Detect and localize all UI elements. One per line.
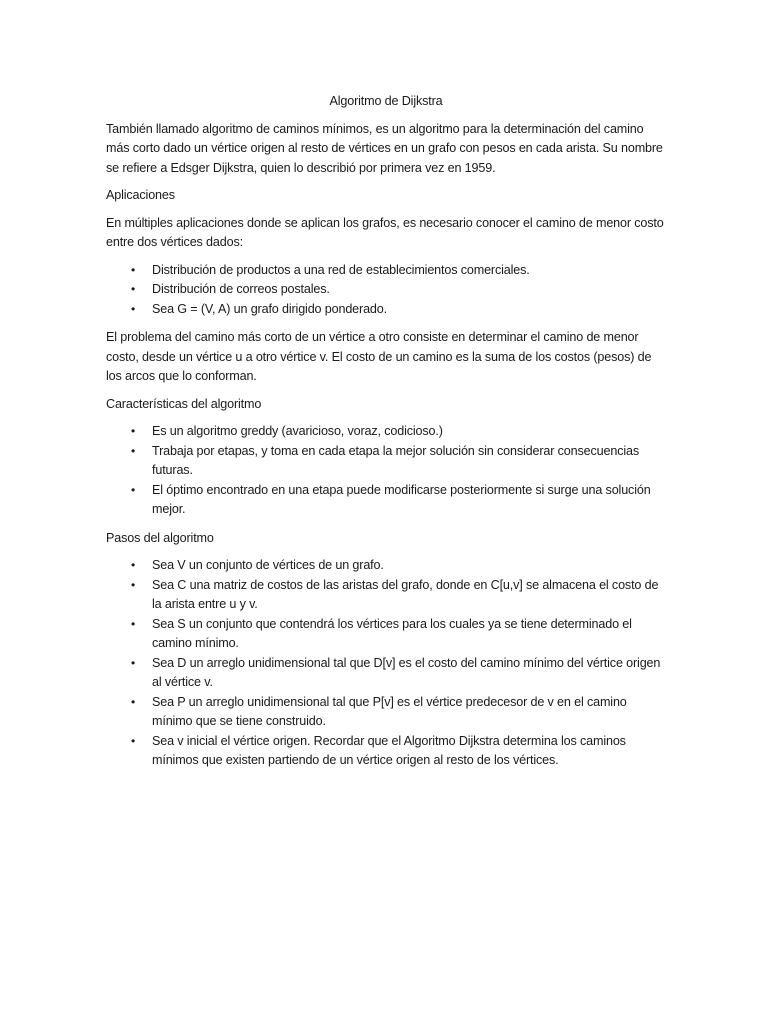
steps-list — [106, 556, 666, 771]
list-item — [106, 654, 666, 693]
list-item — [106, 615, 666, 654]
bullet-icon: • — [131, 558, 136, 572]
applications-list — [106, 261, 666, 320]
bullet-icon: • — [131, 482, 136, 497]
list-item — [106, 422, 666, 442]
list-item — [106, 280, 666, 300]
bullet-icon: • — [131, 694, 136, 709]
bullet-icon: • — [131, 282, 136, 296]
steps-heading: Pasos del algoritmo — [106, 530, 214, 545]
list-item-text: Sea v inicial el vértice origen. Recordar que el Algoritmo Dijkstra determina los caminos mínimos que existen partiendo de un vértice origen al resto de los vértices. — [152, 733, 626, 767]
features-heading: Características del algoritmo — [106, 396, 262, 411]
applications-heading: Aplicaciones — [106, 188, 175, 202]
list-item — [106, 732, 666, 771]
list-item-text: Sea G = (V, A) un grafo dirigido ponderado. — [152, 301, 387, 316]
problem-paragraph: El problema del camino más corto de un vértice a otro consiste en determinar el camino de menor costo, desde un vértice u a otro vértice v. El costo de un camino es la suma de los costos (pesos) de los arcos que lo conforman. — [106, 330, 652, 383]
bullet-icon: • — [131, 577, 136, 592]
bullet-icon: • — [131, 424, 136, 438]
list-item-text: Distribución de productos a una red de establecimientos comerciales. — [152, 262, 530, 277]
document-title: Algoritmo de Dijkstra — [329, 94, 443, 108]
list-item — [106, 481, 666, 520]
list-item — [106, 261, 666, 281]
list-item-text: Sea S un conjunto que contendrá los vértices para los cuales ya se tiene determinado el camino mínimo. — [152, 616, 632, 650]
list-item-text: Es un algoritmo greddy (avaricioso, voraz, codicioso.) — [152, 424, 443, 438]
bullet-icon: • — [131, 301, 136, 316]
bullet-icon: • — [131, 616, 136, 631]
list-item — [106, 693, 666, 732]
list-item — [106, 556, 666, 576]
list-item-text: Sea C una matriz de costos de las aristas del grafo, donde en C[u,v] se almacena el costo de la arista entre u y v. — [152, 577, 659, 611]
bullet-icon: • — [131, 655, 136, 670]
list-item-text: Distribución de correos postales. — [152, 282, 330, 296]
list-item — [106, 442, 666, 481]
list-item-text: Sea V un conjunto de vértices de un grafo. — [152, 558, 384, 572]
list-item — [106, 576, 666, 615]
bullet-icon: • — [131, 733, 136, 748]
bullet-icon: • — [131, 262, 136, 277]
list-item-text: El óptimo encontrado en una etapa puede modificarse posteriormente si surge una solución mejor. — [152, 482, 651, 516]
list-item — [106, 300, 666, 320]
document-page — [106, 92, 666, 780]
applications-intro-paragraph: En múltiples aplicaciones donde se aplican los grafos, es necesario conocer el camino de menor costo entre dos vértices dados: — [106, 215, 664, 249]
list-item-text: Sea D un arreglo unidimensional tal que D[v] es el costo del camino mínimo del vértice origen al vértice v. — [152, 655, 661, 689]
list-item-text: Sea P un arreglo unidimensional tal que P[v] es el vértice predecesor de v en el camino mínimo que se tiene construido. — [152, 694, 627, 728]
bullet-icon: • — [131, 443, 136, 458]
features-list — [106, 422, 666, 520]
intro-paragraph: También llamado algoritmo de caminos mínimos, es un algoritmo para la determinación del camino más corto dado un vértice origen al resto de vértices en un grafo con pesos en cada arista. Su nombre se refiere a Edsger Dijkstra, quien lo describió por primera vez en 1959. — [106, 121, 663, 175]
list-item-text: Trabaja por etapas, y toma en cada etapa la mejor solución sin considerar consecuencias futuras. — [152, 443, 640, 477]
